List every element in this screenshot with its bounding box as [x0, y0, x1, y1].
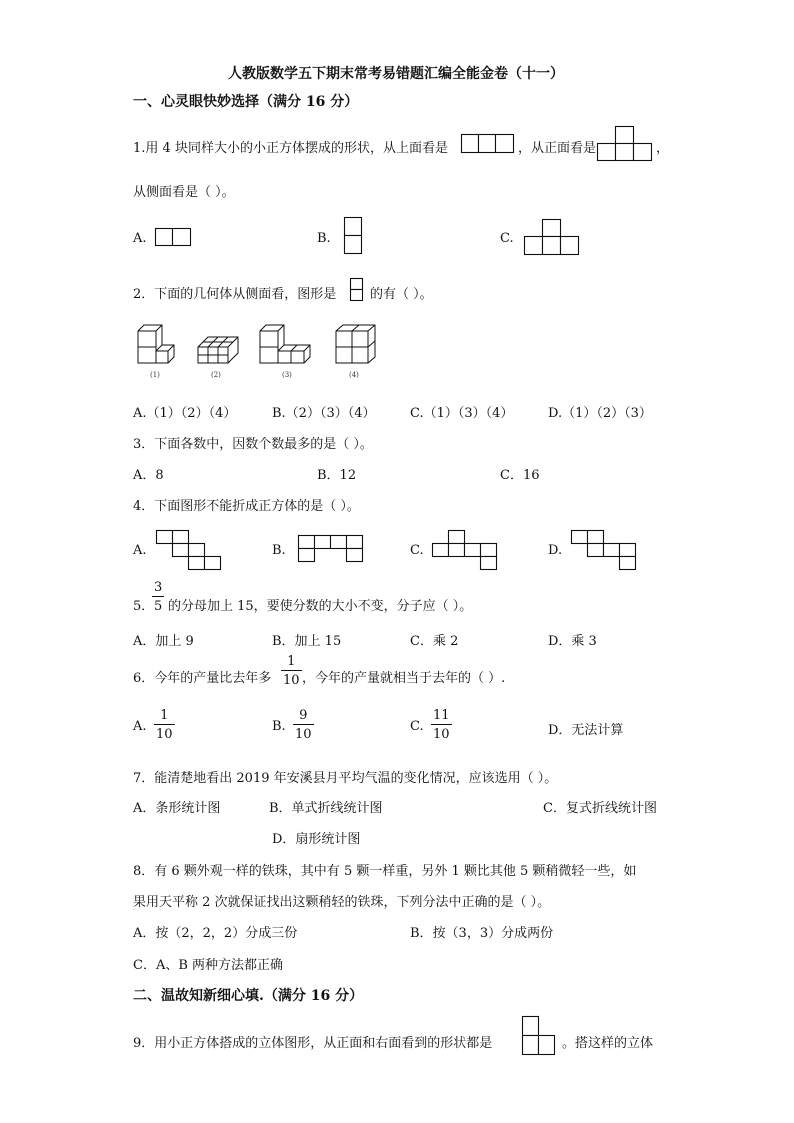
q2-option-a: A.（1）（2）（4）	[133, 406, 237, 421]
q1-top-view-figure	[461, 134, 515, 154]
q8-text-line2: 果用天平称 2 次就保证找出这颗稍轻的铁珠，下列分法中正确的是（ ）。	[133, 895, 551, 910]
q7-option-c: C．复式折线统计图	[543, 801, 657, 816]
q2-option-d: D.（1）（2）（3）	[548, 406, 652, 421]
q6-option-c-denominator: 10	[433, 727, 450, 742]
q2-text-part2: 的有（ ）。	[370, 287, 433, 302]
q2-option-b: B.（2）（3）（4）	[272, 406, 376, 421]
q1-option-a-label: A.	[133, 231, 147, 246]
q3-option-c: C．16	[500, 468, 540, 483]
q3-option-a: A．8	[133, 468, 164, 483]
section-2-heading: 二、温故知新细心填.（满分 16 分）	[133, 988, 364, 1004]
q4-option-d-net	[571, 530, 639, 572]
q4-text: 4．下面图形不能折成正方体的是（ ）。	[133, 499, 360, 514]
q2-solid-4-label: (4)	[349, 371, 359, 379]
q5-option-c: C．乘 2	[410, 634, 459, 649]
q5-option-d: D．乘 3	[548, 634, 597, 649]
q6-option-a-denominator: 10	[156, 727, 173, 742]
q1-front-view-figure	[597, 126, 653, 162]
q6-option-b-denominator: 10	[295, 727, 312, 742]
q6-option-b-label: B.	[272, 719, 286, 734]
q2-option-c: C.（1）（3）（4）	[410, 406, 514, 421]
q4-option-a-label: A.	[133, 543, 147, 558]
q9-view-figure	[522, 1016, 556, 1056]
q3-text: 3．下面各数中，因数个数最多的是（ ）。	[133, 437, 373, 452]
section-1-heading: 一、心灵眼快妙选择（满分 16 分）	[133, 94, 359, 110]
q7-option-a: A．条形统计图	[133, 801, 221, 816]
q8-option-c: C．A、B 两种方法都正确	[133, 958, 284, 973]
q6-option-c-label: C.	[410, 719, 424, 734]
q6-option-c-numerator: 11	[433, 708, 450, 723]
q8-option-a: A．按（2，2，2）分成三份	[133, 926, 298, 941]
q2-text-part1: 2．下面的几何体从侧面看，图形是	[133, 287, 337, 302]
q4-option-b-net	[298, 535, 366, 565]
q7-option-d: D．扇形统计图	[272, 832, 361, 847]
q1-option-b-figure	[344, 217, 364, 255]
q6-option-a-label: A.	[133, 719, 147, 734]
q6-text-part1: 6．今年的产量比去年多	[133, 671, 272, 686]
q5-fraction-denominator: 5	[154, 599, 163, 614]
q5-text: 的分母加上 15，要使分数的大小不变，分子应（ ）。	[168, 599, 473, 614]
q7-option-b: B．单式折线统计图	[269, 801, 383, 816]
q6-option-d: D．无法计算	[548, 723, 624, 738]
q6-option-a-fraction	[154, 709, 175, 741]
q4-option-c-net	[432, 530, 500, 572]
q9-text-part2: 。搭这样的立体	[562, 1036, 654, 1051]
q5-option-b: B．加上 15	[272, 634, 342, 649]
q1-text-line2: 从侧面看是（ ）。	[133, 185, 235, 200]
q2-solid-1	[137, 323, 179, 365]
q2-solid-4	[335, 323, 377, 365]
q6-fraction	[281, 655, 302, 687]
q2-solid-2-label: (2)	[211, 371, 221, 379]
q2-solid-1-label: (1)	[150, 371, 160, 379]
q6-fraction-numerator: 1	[287, 654, 296, 669]
q6-fraction-denominator: 10	[283, 673, 300, 688]
q2-solid-3	[259, 323, 313, 365]
q5-option-a: A．加上 9	[133, 634, 194, 649]
q2-solid-3-label: (3)	[282, 371, 292, 379]
q5-fraction	[152, 581, 164, 613]
q6-option-b-fraction	[293, 709, 314, 741]
q5-fraction-numerator: 3	[154, 580, 163, 595]
q7-text: 7．能清楚地看出 2019 年安溪县月平均气温的变化情况，应该选用（ ）。	[133, 771, 558, 786]
q3-option-b: B．12	[317, 468, 357, 483]
q6-option-a-numerator: 1	[160, 708, 169, 723]
q4-option-c-label: C.	[410, 543, 424, 558]
q6-option-c-fraction	[431, 709, 452, 741]
q6-option-b-numerator: 9	[299, 708, 308, 723]
q1-option-c-figure	[524, 219, 580, 256]
q5-number: 5．	[133, 599, 155, 614]
page-title: 人教版数学五下期末常考易错题汇编全能金卷（十一）	[228, 66, 564, 82]
q4-option-d-label: D.	[548, 543, 563, 558]
q1-text-part3: ，	[656, 141, 670, 156]
q6-text-part2: ，今年的产量就相当于去年的（ ）.	[302, 671, 506, 686]
q8-text-line1: 8．有 6 颗外观一样的铁珠，其中有 5 颗一样重，另外 1 颗比其他 5 颗稍微轻一些，如	[133, 864, 637, 879]
q8-option-b: B．按（3，3）分成两份	[410, 926, 554, 941]
q1-option-c-label: C.	[500, 231, 514, 246]
q9-text-part1: 9．用小正方体搭成的立体图形，从正面和右面看到的形状都是	[133, 1036, 493, 1051]
q4-option-a-net	[156, 530, 224, 572]
q2-side-view-figure	[350, 278, 366, 302]
q1-text-part2: ，从正面看是	[518, 141, 597, 156]
q1-option-a-figure	[155, 228, 193, 247]
q1-option-b-label: B.	[317, 231, 331, 246]
q2-solid-2	[197, 335, 241, 365]
q1-text-part1: 1.用 4 块同样大小的小正方体摆成的形状，从上面看是	[133, 141, 448, 156]
q4-option-b-label: B.	[272, 543, 286, 558]
